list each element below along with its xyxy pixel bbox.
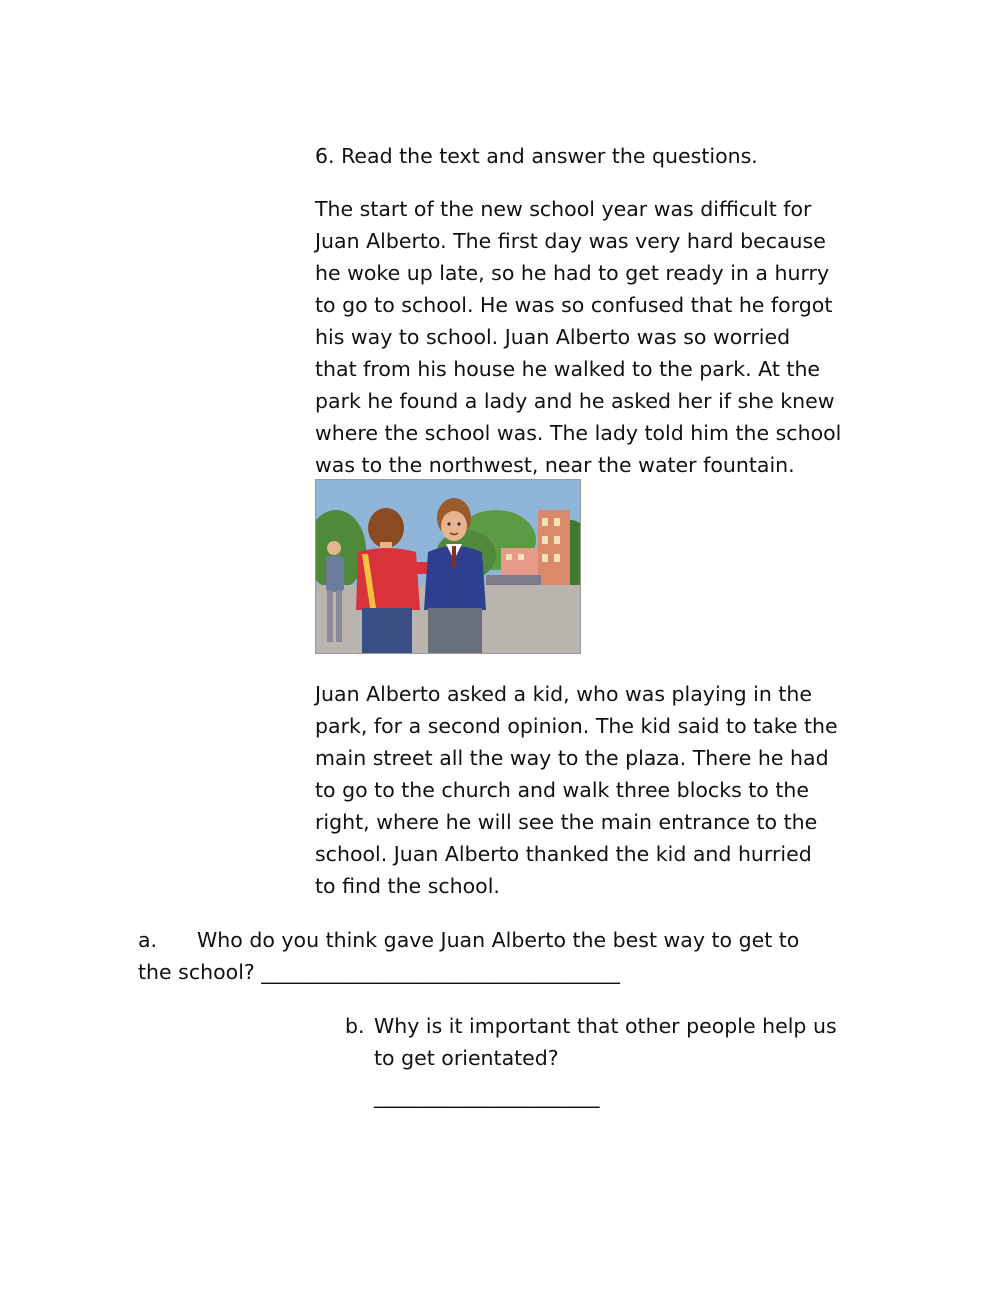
passage-line: park, for a second opinion. The kid said to take the [315, 714, 838, 738]
passage-line: school. Juan Alberto thanked the kid and hurried [315, 842, 812, 866]
passage-line: The start of the new school year was difficult for [315, 197, 812, 221]
question-a-text: Who do you think gave Juan Alberto the best way to get to [197, 928, 800, 952]
passage-line: main street all the way to the plaza. There he had [315, 746, 829, 770]
question-a-answer-line[interactable]: the school? ___________________________________ [138, 960, 621, 984]
illustration-svg [316, 480, 581, 654]
passage-line: was to the northwest, near the water fountain. [315, 453, 795, 477]
passage-line: Juan Alberto asked a kid, who was playing in the [315, 682, 813, 706]
question-b-text: Why is it important that other people help us [374, 1014, 837, 1038]
question-a-marker: a. [138, 928, 158, 952]
passage-paragraph-2 [315, 678, 875, 902]
passage-line: his way to school. Juan Alberto was so worried [315, 325, 791, 349]
boy-blue-sweater-pants [428, 608, 482, 654]
fence [486, 575, 541, 585]
passage-line: where the school was. The lady told him the school [315, 421, 842, 445]
question-a [138, 924, 799, 988]
passage-line: that from his house he walked to the park. At the [315, 357, 821, 381]
two-boys-in-park-illustration [315, 479, 581, 654]
passage-line: he woke up late, so he had to get ready in a hurry [315, 261, 830, 285]
question-b-answer-blank[interactable]: ______________________ [374, 1084, 600, 1108]
passage-line: to go to the church and walk three blocks to the [315, 778, 810, 802]
question-b [345, 1010, 837, 1112]
passage-line: to go to school. He was so confused that he forgot [315, 293, 833, 317]
boy-red-shirt-pants [362, 608, 412, 654]
passage-line: Juan Alberto. The first day was very hard because [315, 229, 826, 253]
passage-line: park he found a lady and he asked her if she knew [315, 389, 835, 413]
question-b-marker: b. [345, 1014, 365, 1038]
question-b-text-continued: to get orientated? [374, 1046, 559, 1070]
building [501, 548, 537, 578]
passage-line: right, where he will see the main entrance to the [315, 810, 818, 834]
exercise-instruction: 6. Read the text and answer the questions. [315, 144, 758, 168]
passage-paragraph-1 [315, 193, 875, 481]
passage-line: to find the school. [315, 874, 500, 898]
